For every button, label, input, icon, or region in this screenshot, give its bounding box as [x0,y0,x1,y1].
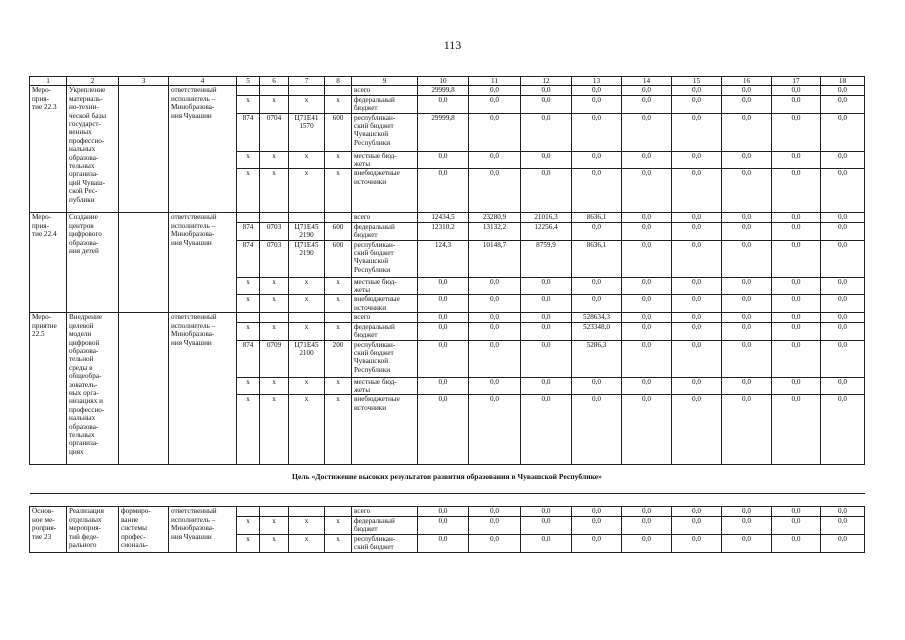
year-value: 10148,7 [469,240,521,277]
executor: ответственный исполнитель – Минобразова- ния Чувашии [169,313,237,465]
year-value: 0,0 [772,534,821,552]
year-value: 0,0 [572,151,622,169]
page-number: 113 [443,38,462,52]
budget-table [29,76,865,553]
column-header: 12 [521,77,572,86]
column-header: 13 [572,77,622,86]
year-value: 0,0 [572,113,622,151]
year-value: 0,0 [572,377,622,395]
year-value: 0,0 [821,151,865,169]
target-article: x [289,277,325,295]
year-value: 0,0 [722,322,772,340]
expense-type: x [325,295,352,313]
year-value: 0,0 [722,86,772,95]
year-value: 0,0 [821,340,865,377]
spacer-cell [30,494,865,507]
target-article [289,507,325,516]
year-value: 0,0 [572,516,622,534]
year-value: 0,0 [821,113,865,151]
section-code: x [260,277,289,295]
funding-source: федеральный бюджет [352,516,418,534]
grbs-code: x [237,151,260,169]
expense-type: 600 [325,113,352,151]
executor: ответственный исполнитель – Минобразова- ния Чувашии [169,213,237,313]
measure-name: Укрепление материаль- но-техни- ческой базы государст- венных профессио- нальных образова- тельных организа- ций Чуваш- ской Рес- публики [67,86,119,213]
year-value: 0,0 [521,277,572,295]
year-value: 0,0 [672,277,722,295]
year-value: 0,0 [772,340,821,377]
funding-source: всего [352,507,418,516]
year-value: 0,0 [469,377,521,395]
target-article: x [289,516,325,534]
expense-type: 600 [325,240,352,277]
header-row [30,77,865,86]
target-article [289,313,325,322]
funding-source: местные бюд- жеты [352,151,418,169]
expense-type [325,213,352,222]
year-value: 0,0 [622,169,672,213]
spacer-row [30,494,865,507]
year-value: 23280,9 [469,213,521,222]
year-value: 0,0 [672,113,722,151]
year-value: 0,0 [469,507,521,516]
funding-source: федеральный бюджет [352,95,418,113]
year-value: 0,0 [572,95,622,113]
section-code: x [260,151,289,169]
measure-code: Меро- приятие 22.5 [30,313,67,465]
year-value: 0,0 [772,322,821,340]
funding-source: республикан- ский бюджет Чувашской Республики [352,113,418,151]
target-article: x [289,295,325,313]
page-bottom-margin [0,579,905,640]
year-value: 0,0 [821,534,865,552]
year-value: 0,0 [521,169,572,213]
year-value: 0,0 [418,295,469,313]
year-value: 29999,8 [418,113,469,151]
section-code: 0704 [260,113,289,151]
year-value: 0,0 [418,534,469,552]
year-value: 0,0 [772,377,821,395]
column-header: 15 [672,77,722,86]
year-value: 0,0 [821,395,865,465]
year-value: 0,0 [672,377,722,395]
year-value: 0,0 [418,507,469,516]
year-value: 0,0 [672,516,722,534]
section-code: x [260,95,289,113]
column-header: 17 [772,77,821,86]
year-value: 0,0 [821,213,865,222]
year-value: 0,0 [418,95,469,113]
year-value: 0,0 [521,377,572,395]
measure-goal [119,213,169,313]
expense-type: x [325,322,352,340]
year-value: 0,0 [821,313,865,322]
measure-code: Основ- ное ме- роприя- тие 23 [30,507,67,552]
year-value: 0,0 [772,222,821,240]
year-value: 0,0 [521,86,572,95]
year-value: 0,0 [418,313,469,322]
year-value: 0,0 [821,322,865,340]
year-value: 0,0 [469,313,521,322]
year-value: 0,0 [622,322,672,340]
year-value: 0,0 [469,295,521,313]
year-value: 0,0 [722,95,772,113]
measure-name: Реализация отдельных мероприя- тий феде- рального [67,507,119,552]
year-value: 0,0 [821,240,865,277]
target-article: x [289,322,325,340]
year-value: 0,0 [418,277,469,295]
year-value: 0,0 [672,295,722,313]
year-value: 0,0 [672,322,722,340]
year-value: 0,0 [821,95,865,113]
funding-source: внебюджетные источники [352,295,418,313]
year-value: 0,0 [772,86,821,95]
target-article: x [289,95,325,113]
year-value: 0,0 [418,395,469,465]
year-value: 0,0 [672,340,722,377]
year-value: 0,0 [469,169,521,213]
expense-type: 600 [325,222,352,240]
year-value: 0,0 [722,377,772,395]
section-code: x [260,395,289,465]
year-value: 0,0 [418,151,469,169]
goal-row [30,465,865,494]
expense-type [325,86,352,95]
year-value: 0,0 [772,395,821,465]
section-code: 0709 [260,340,289,377]
section-code: x [260,534,289,552]
year-value: 0,0 [772,113,821,151]
section-code [260,313,289,322]
year-value: 0,0 [772,507,821,516]
year-value: 0,0 [772,277,821,295]
year-value: 0,0 [722,313,772,322]
section-code [260,507,289,516]
year-value: 0,0 [469,322,521,340]
year-value: 0,0 [622,95,672,113]
expense-type: x [325,151,352,169]
expense-type: 200 [325,340,352,377]
year-value: 0,0 [572,295,622,313]
target-article: Ц71Е41 1570 [289,113,325,151]
target-article [289,86,325,95]
column-header: 6 [260,77,289,86]
year-value: 0,0 [722,507,772,516]
year-value: 0,0 [622,516,672,534]
column-header: 16 [722,77,772,86]
year-value: 0,0 [418,516,469,534]
year-value: 0,0 [418,340,469,377]
section-code: x [260,169,289,213]
year-value: 0,0 [622,377,672,395]
year-value: 0,0 [772,169,821,213]
expense-type: x [325,377,352,395]
grbs-code: x [237,277,260,295]
year-value: 0,0 [821,277,865,295]
funding-source: внебюджетные источники [352,169,418,213]
funding-source: федеральный бюджет [352,222,418,240]
year-value: 0,0 [469,277,521,295]
year-value: 0,0 [572,86,622,95]
grbs-code [237,213,260,222]
year-value: 0,0 [622,534,672,552]
column-header: 8 [325,77,352,86]
expense-type [325,313,352,322]
year-value: 0,0 [722,295,772,313]
year-value: 0,0 [622,151,672,169]
year-value: 124,3 [418,240,469,277]
year-value: 0,0 [772,516,821,534]
measure-goal [119,86,169,213]
year-value: 0,0 [572,169,622,213]
year-value: 0,0 [521,534,572,552]
table-row [30,213,865,222]
section-code: x [260,516,289,534]
expense-type: x [325,395,352,465]
grbs-code [237,313,260,322]
section-code [260,213,289,222]
year-value: 0,0 [772,240,821,277]
grbs-code: 874 [237,113,260,151]
executor: ответственный исполнитель – Минобразова- ния Чувашии [169,507,237,552]
column-header: 1 [30,77,67,86]
year-value: 0,0 [469,340,521,377]
year-value: 0,0 [722,213,772,222]
column-header: 18 [821,77,865,86]
funding-source: всего [352,213,418,222]
section-code: x [260,322,289,340]
year-value: 0,0 [672,95,722,113]
year-value: 0,0 [672,507,722,516]
year-value: 0,0 [622,313,672,322]
expense-type: x [325,169,352,213]
year-value: 0,0 [572,222,622,240]
grbs-code: x [237,95,260,113]
year-value: 0,0 [672,222,722,240]
year-value: 0,0 [821,86,865,95]
target-article: x [289,377,325,395]
expense-type: x [325,277,352,295]
year-value: 0,0 [418,169,469,213]
section-code: x [260,377,289,395]
year-value: 0,0 [622,86,672,95]
year-value: 0,0 [672,534,722,552]
year-value: 0,0 [521,507,572,516]
year-value: 0,0 [722,395,772,465]
measure-code: Меро- прия- тие 22.4 [30,213,67,313]
year-value: 0,0 [469,516,521,534]
year-value: 0,0 [672,313,722,322]
grbs-code: x [237,322,260,340]
grbs-code [237,507,260,516]
year-value: 0,0 [469,395,521,465]
grbs-code [237,86,260,95]
year-value: 0,0 [722,534,772,552]
funding-source: всего [352,86,418,95]
year-value: 0,0 [622,277,672,295]
year-value: 12310,2 [418,222,469,240]
year-value: 0,0 [521,151,572,169]
year-value: 0,0 [722,340,772,377]
funding-source: федеральный бюджет [352,322,418,340]
year-value: 0,0 [521,516,572,534]
year-value: 8636,1 [572,240,622,277]
target-article: Ц71Е45 2190 [289,222,325,240]
year-value: 0,0 [722,240,772,277]
year-value: 0,0 [672,169,722,213]
year-value: 0,0 [469,534,521,552]
year-value: 0,0 [672,240,722,277]
year-value: 0,0 [521,95,572,113]
year-value: 0,0 [469,95,521,113]
funding-source: республикан- ский бюджет Чувашской Республики [352,340,418,377]
measure-goal: формиро- вание системы профес- сиональ- [119,507,169,552]
year-value: 0,0 [469,113,521,151]
expense-type: x [325,95,352,113]
target-article: x [289,534,325,552]
year-value: 0,0 [622,222,672,240]
column-header: 3 [119,77,169,86]
section-code: x [260,295,289,313]
year-value: 0,0 [521,295,572,313]
section-code: 0703 [260,240,289,277]
target-article: x [289,151,325,169]
year-value: 0,0 [622,507,672,516]
target-article: x [289,395,325,465]
expense-type: x [325,534,352,552]
section-code: 0703 [260,222,289,240]
executor: ответственный исполнитель – Минобразова- ния Чувашии [169,86,237,213]
year-value: 0,0 [722,516,772,534]
column-header: 5 [237,77,260,86]
year-value: 0,0 [772,213,821,222]
target-article: Ц71Е45 2190 [289,240,325,277]
grbs-code: x [237,395,260,465]
measure-goal [119,313,169,465]
year-value: 0,0 [469,151,521,169]
year-value: 528634,3 [572,313,622,322]
year-value: 0,0 [821,377,865,395]
year-value: 0,0 [572,534,622,552]
table-row [30,86,865,95]
year-value: 0,0 [572,277,622,295]
year-value: 0,0 [722,277,772,295]
goal-title: Цель «Достижение высоких результатов развития образования в Чувашской Республике» [30,465,865,494]
measure-name: Внедрение целевой модели цифровой образова- тельной среды в общеобра- зователь- ных орга- низациях и профессио- нальных образова- тельных организа- циях [67,313,119,465]
year-value: 0,0 [722,113,772,151]
year-value: 0,0 [722,169,772,213]
column-header: 11 [469,77,521,86]
year-value: 8759,9 [521,240,572,277]
year-value: 0,0 [572,507,622,516]
year-value: 0,0 [418,322,469,340]
year-value: 0,0 [672,151,722,169]
year-value: 0,0 [469,86,521,95]
grbs-code: 874 [237,222,260,240]
expense-type: x [325,516,352,534]
year-value: 0,0 [622,240,672,277]
year-value: 0,0 [622,295,672,313]
year-value: 21016,3 [521,213,572,222]
year-value: 0,0 [772,295,821,313]
measure-name: Создание центров цифрового образова- ния детей [67,213,119,313]
table-row [30,313,865,322]
grbs-code: x [237,516,260,534]
year-value: 13132,2 [469,222,521,240]
column-header: 2 [67,77,119,86]
year-value: 0,0 [521,340,572,377]
column-header: 7 [289,77,325,86]
grbs-code: x [237,377,260,395]
year-value: 0,0 [622,395,672,465]
target-article: Ц71Е45 2100 [289,340,325,377]
year-value: 0,0 [821,169,865,213]
year-value: 0,0 [722,222,772,240]
year-value: 0,0 [521,395,572,465]
year-value: 0,0 [672,213,722,222]
column-header: 4 [169,77,237,86]
column-header: 9 [352,77,418,86]
year-value: 0,0 [821,295,865,313]
grbs-code: x [237,534,260,552]
year-value: 0,0 [521,113,572,151]
grbs-code: 874 [237,340,260,377]
year-value: 0,0 [821,507,865,516]
column-header: 14 [622,77,672,86]
funding-source: республикан- ский бюджет Чувашской Республики [352,240,418,277]
year-value: 0,0 [772,151,821,169]
target-article: x [289,169,325,213]
year-value: 0,0 [418,377,469,395]
funding-source: внебюджетные источники [352,395,418,465]
column-header: 10 [418,77,469,86]
year-value: 0,0 [772,95,821,113]
year-value: 0,0 [622,340,672,377]
target-article [289,213,325,222]
grbs-code: 874 [237,240,260,277]
year-value: 0,0 [521,322,572,340]
year-value: 0,0 [821,516,865,534]
grbs-code: x [237,169,260,213]
year-value: 12434,5 [418,213,469,222]
year-value: 8636,1 [572,213,622,222]
grbs-code: x [237,295,260,313]
year-value: 0,0 [821,222,865,240]
funding-source: республикан- ский бюджет [352,534,418,552]
year-value: 0,0 [572,395,622,465]
funding-source: местные бюд- жеты [352,377,418,395]
year-value: 523348,0 [572,322,622,340]
section-code [260,86,289,95]
measure-code: Меро- прия- тие 22.3 [30,86,67,213]
year-value: 0,0 [772,313,821,322]
year-value: 0,0 [622,213,672,222]
year-value: 0,0 [672,86,722,95]
year-value: 0,0 [722,151,772,169]
table-row [30,507,865,516]
year-value: 0,0 [521,313,572,322]
funding-source: местные бюд- жеты [352,277,418,295]
expense-type [325,507,352,516]
year-value: 0,0 [622,113,672,151]
year-value: 0,0 [672,395,722,465]
funding-source: всего [352,313,418,322]
year-value: 29999,8 [418,86,469,95]
year-value: 12256,4 [521,222,572,240]
year-value: 5286,3 [572,340,622,377]
